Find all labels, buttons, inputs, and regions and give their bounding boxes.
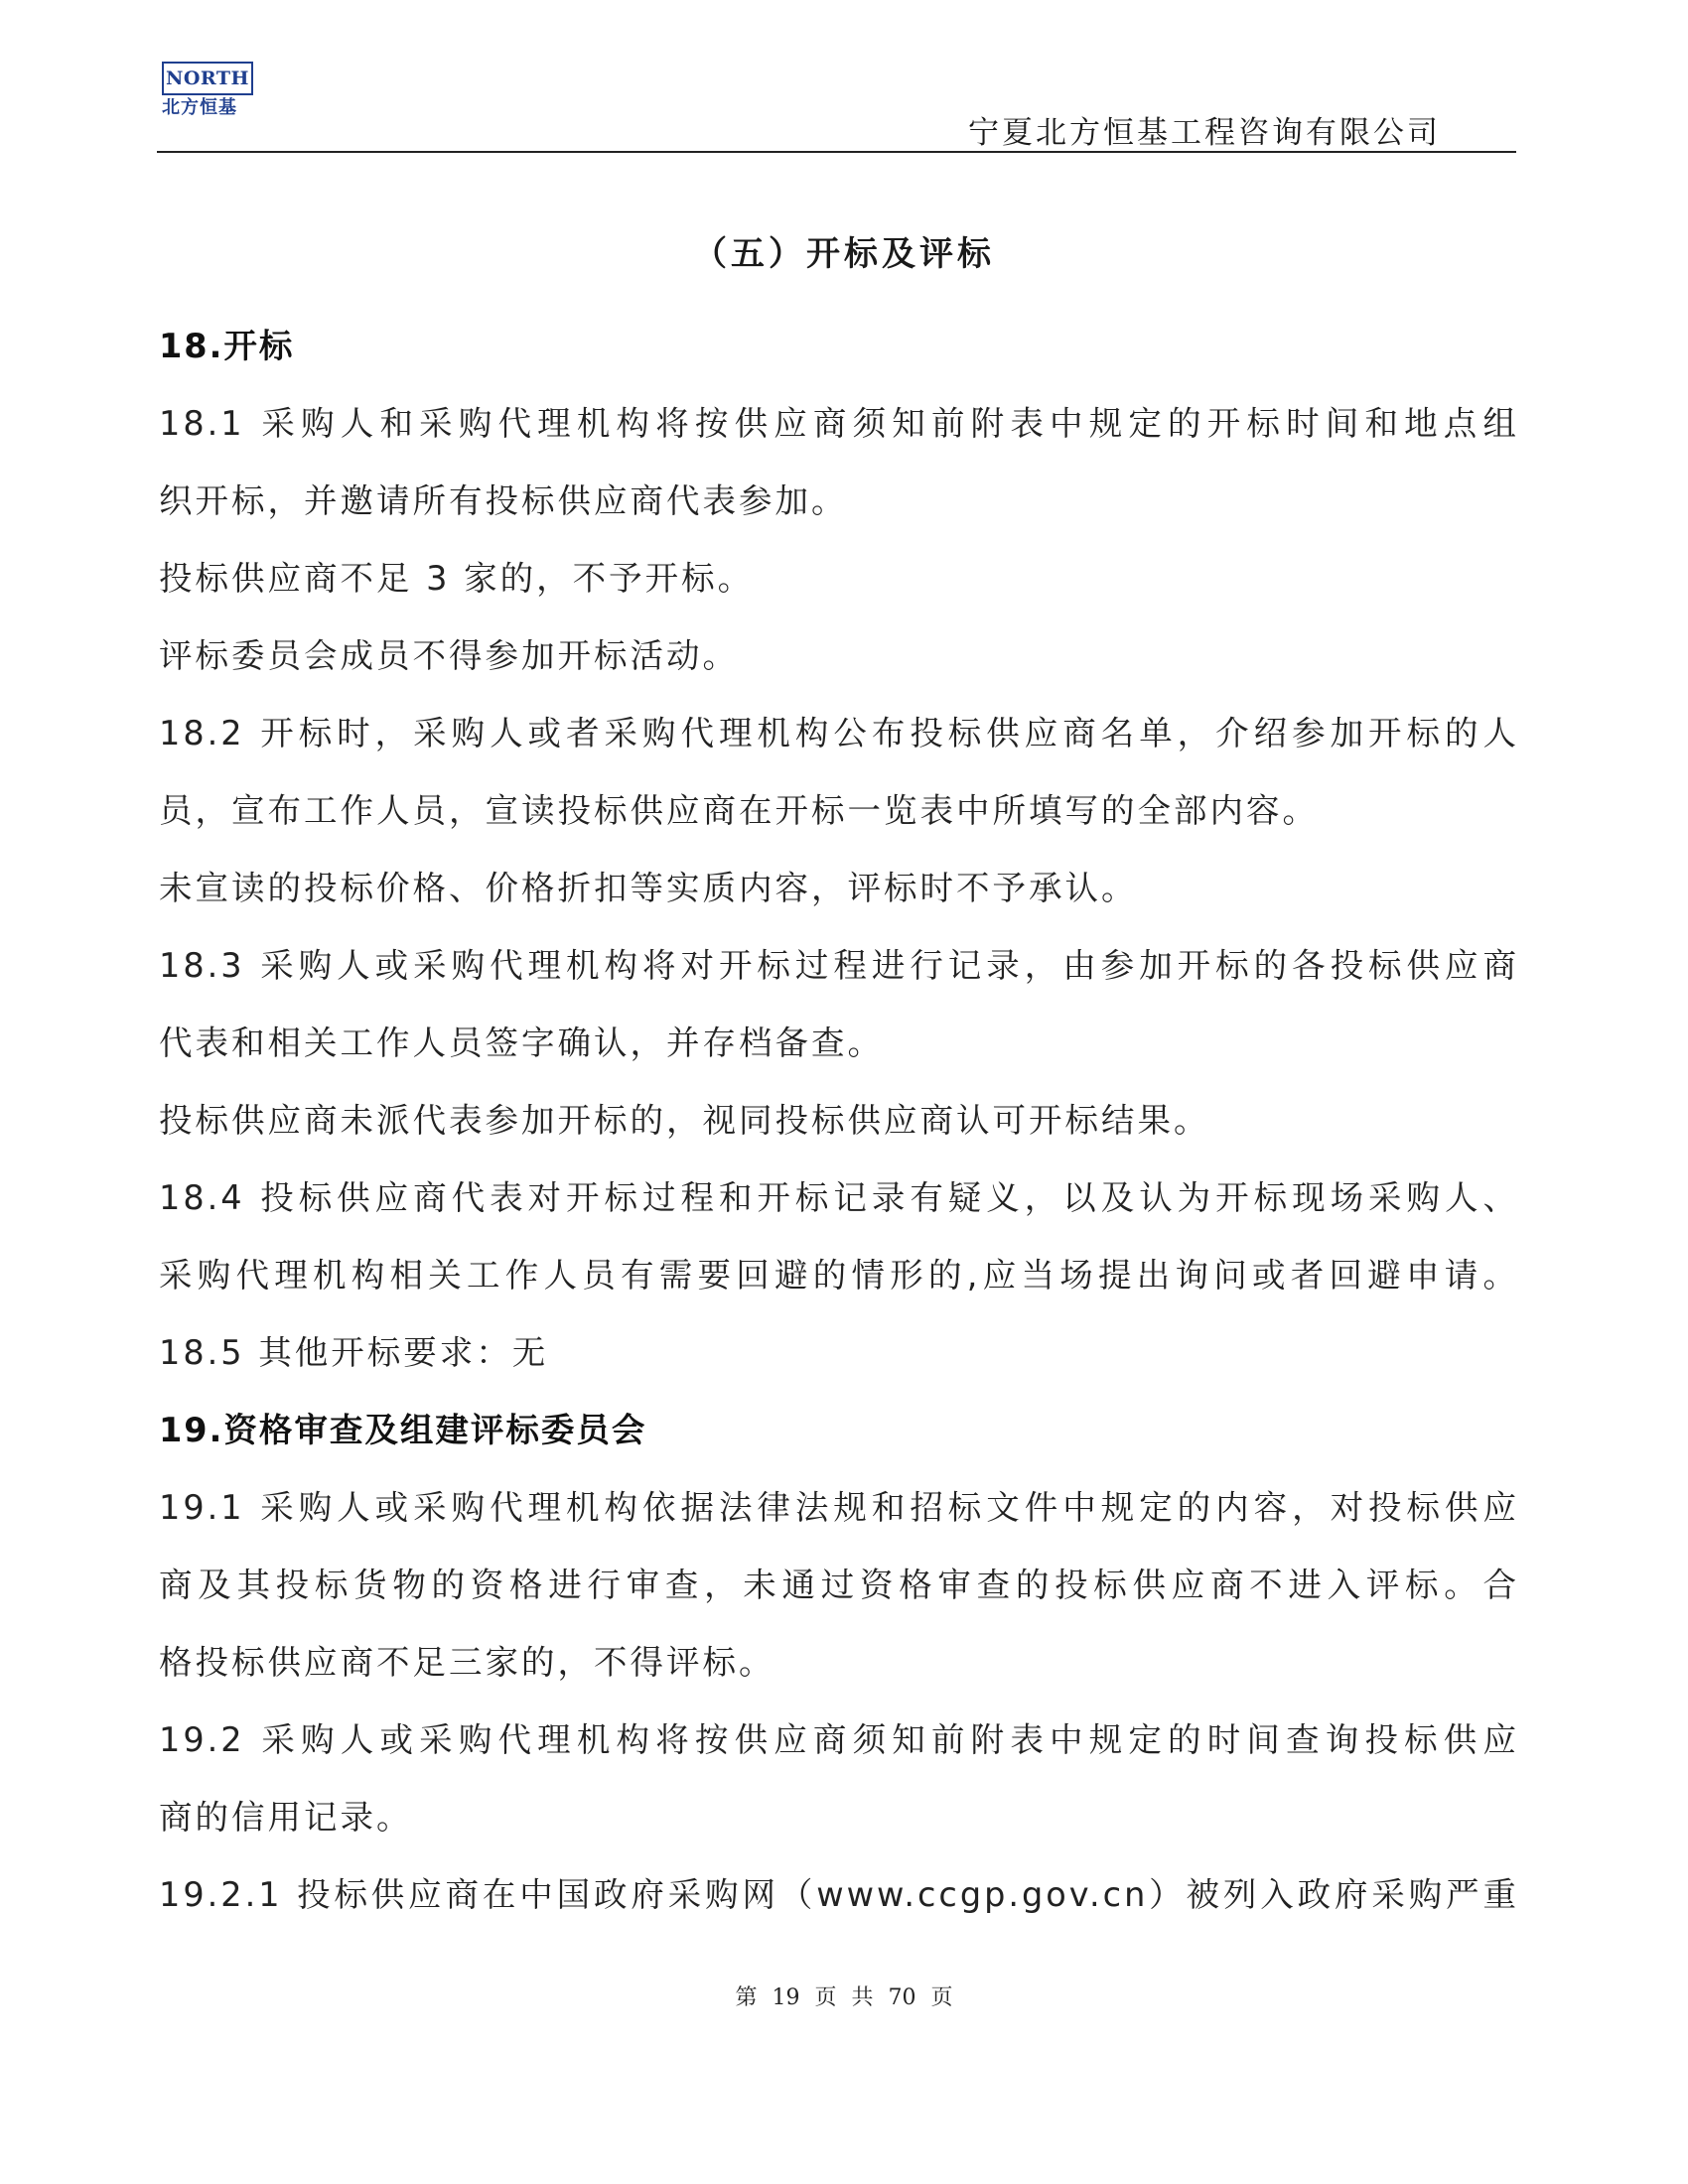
text-line: 未宣读的投标价格、价格折扣等实质内容，评标时不予承认。 (159, 869, 1138, 907)
text-line: 投标供应商未派代表参加开标的，视同投标供应商认可开标结果。 (159, 1101, 1210, 1140)
text-line: 18.开标 (159, 327, 295, 365)
header-divider (157, 151, 1516, 153)
text-line: 格投标供应商不足三家的，不得评标。 (159, 1643, 775, 1682)
text-line: 评标委员会成员不得参加开标活动。 (159, 636, 739, 675)
text-line: 投标供应商不足 3 家的，不予开标。 (159, 559, 755, 598)
text-line: 员，宣布工作人员，宣读投标供应商在开标一览表中所填写的全部内容。 (159, 791, 1319, 830)
text-line: 18.3 采购人或采购代理机构将对开标过程进行记录，由参加开标的各投标供应商 (159, 946, 1519, 985)
logo-north-text: NORTH (162, 62, 253, 95)
company-name: 宁夏北方恒基工程咨询有限公司 (968, 115, 1441, 151)
text-line: 18.2 开标时，采购人或者采购代理机构公布投标供应商名单，介绍参加开标的人 (159, 714, 1519, 752)
text-line: 19.1 采购人或采购代理机构依据法律法规和招标文件中规定的内容，对投标供应 (159, 1488, 1519, 1527)
text-line: 采购代理机构相关工作人员有需要回避的情形的,应当场提出询问或者回避申请。 (159, 1256, 1519, 1295)
text-line: 商及其投标货物的资格进行审查，未通过资格审查的投标供应商不进入评标。合 (159, 1566, 1519, 1604)
text-line: 18.1 采购人和采购代理机构将按供应商须知前附表中规定的开标时间和地点组 (159, 404, 1519, 443)
logo-chinese-text: 北方恒基 (162, 97, 237, 118)
document-body (159, 308, 1519, 1934)
page-number: 第 19 页 共 70 页 (735, 1985, 953, 2010)
text-line: 18.4 投标供应商代表对开标过程和开标记录有疑义，以及认为开标现场采购人、 (159, 1178, 1519, 1217)
section-title: （五）开标及评标 (693, 234, 995, 274)
text-line: 代表和相关工作人员签字确认，并存档备查。 (159, 1024, 884, 1062)
text-line: 18.5 其他开标要求：无 (159, 1333, 549, 1372)
text-line: 19.2.1 投标供应商在中国政府采购网（www.ccgp.gov.cn）被列入政府采购严重 (159, 1875, 1519, 1914)
text-line: 19.2 采购人或采购代理机构将按供应商须知前附表中规定的时间查询投标供应 (159, 1720, 1519, 1759)
text-line: 织开标，并邀请所有投标供应商代表参加。 (159, 481, 848, 520)
text-line: 19.资格审查及组建评标委员会 (159, 1411, 647, 1449)
text-line: 商的信用记录。 (159, 1798, 413, 1837)
company-logo (162, 62, 261, 119)
